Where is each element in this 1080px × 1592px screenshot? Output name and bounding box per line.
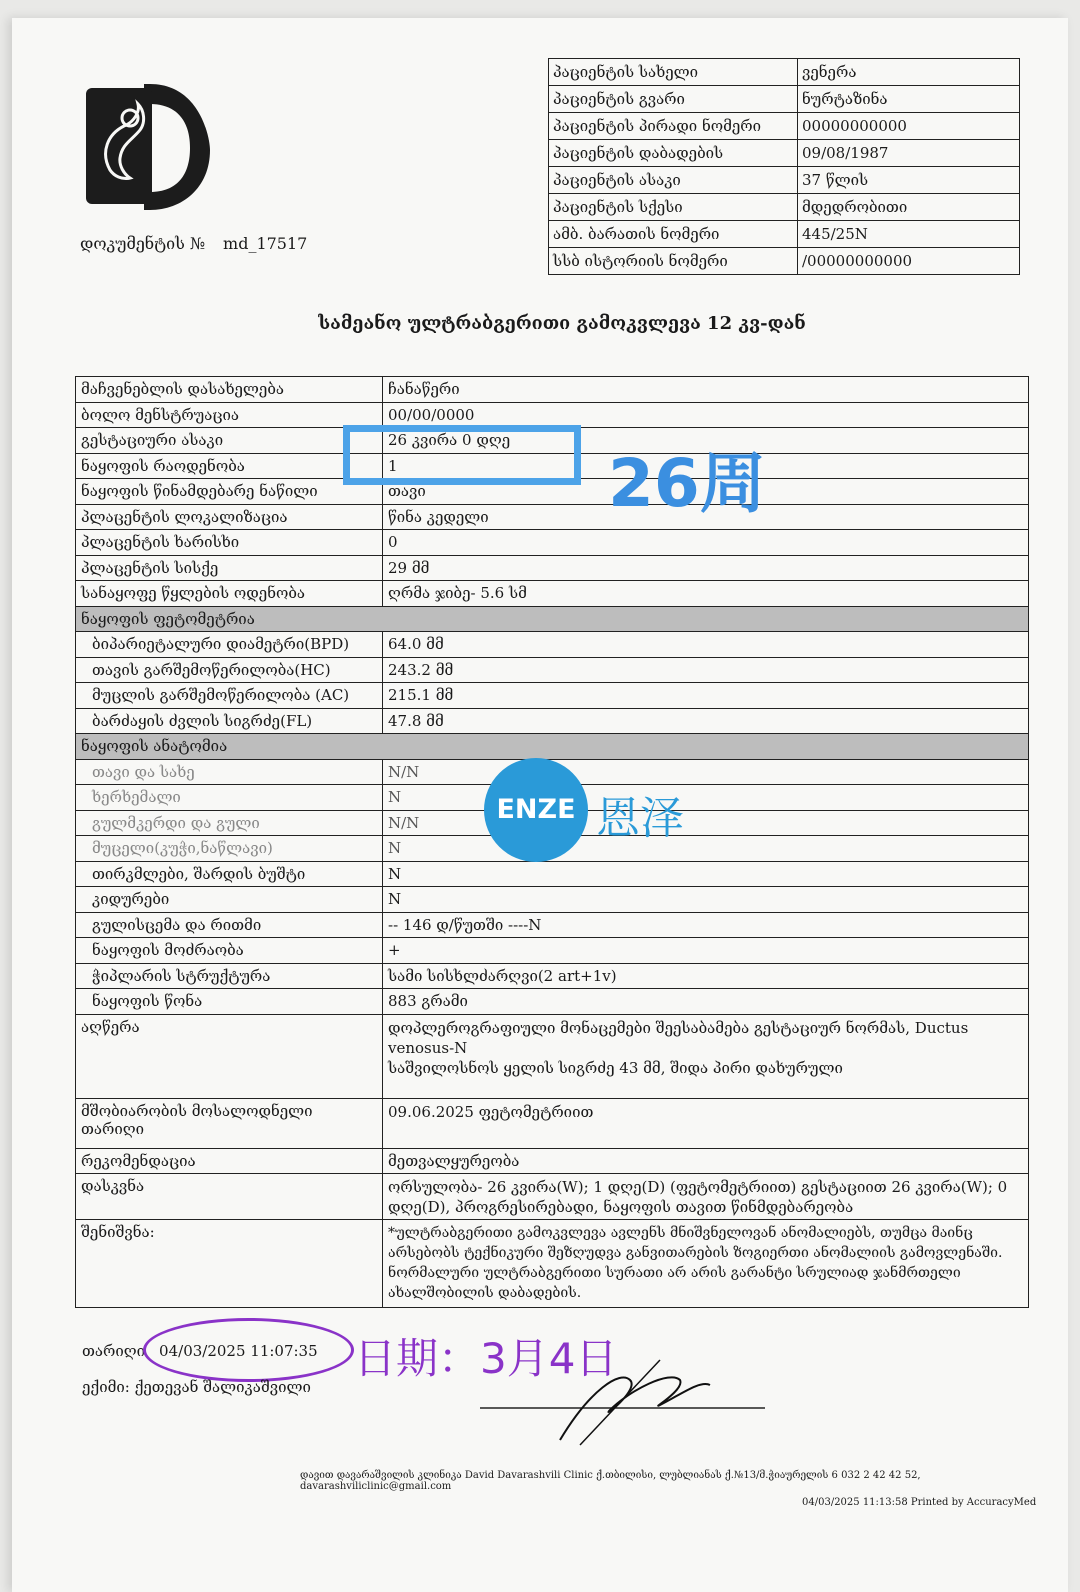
clinic-logo-icon [82, 78, 212, 218]
patient-field-value: /00000000000 [798, 248, 1020, 275]
patient-field-value: 37 წლის [798, 167, 1020, 194]
patient-row [549, 194, 1020, 221]
row-label: დასკვნა [76, 1174, 383, 1220]
row-value: ორსულობა- 26 კვირა(W); 1 დღე(D) (ფეტომეტრიით) გესტაციით 26 კვირა(W); 0 დღე(D), პროგრესირებადი, ნაყოფის თავით წინმდებარეობა [383, 1174, 1029, 1220]
row-label: ხერხემალი [76, 785, 383, 811]
patient-field-label: პაციენტის სახელი [549, 59, 798, 86]
row-value: + [383, 938, 1029, 964]
patient-row [549, 167, 1020, 194]
table-row [76, 504, 1029, 530]
row-value: ჩანაწერი [383, 377, 1029, 403]
row-label: აღწერა [76, 1014, 383, 1098]
table-row [76, 861, 1029, 887]
table-row [76, 555, 1029, 581]
description-line2: საშვილოსნოს ყელის სიგრძე 43 მმ, შიდა პირი დახურული [388, 1058, 843, 1077]
row-label: გესტაციური ასაკი [76, 428, 383, 454]
table-row [76, 402, 1029, 428]
table-row [76, 1174, 1029, 1220]
patient-field-value: 445/25N [798, 221, 1020, 248]
section-title: ნაყოფის ფეტომეტრია [76, 606, 1029, 632]
row-value: 09.06.2025 ფეტომეტრიით [383, 1098, 1029, 1148]
document-number: დოკუმენტის № md_17517 [80, 234, 308, 253]
row-value: N/N [383, 810, 1029, 836]
enze-watermark-text: 恩泽 [596, 793, 684, 844]
row-label: ნაყოფის მოძრაობა [76, 938, 383, 964]
row-value: 29 მმ [383, 555, 1029, 581]
date-annotation: 日期：3月4日 [354, 1334, 618, 1383]
row-value: 883 გრამი [383, 989, 1029, 1015]
row-label: გულისცემა და რითმი [76, 912, 383, 938]
row-value: N [383, 785, 1029, 811]
report-title: სამეანო ულტრაბგერითი გამოკვლევა 12 კვ-დან [318, 313, 806, 334]
patient-row [549, 221, 1020, 248]
table-row [76, 989, 1029, 1015]
patient-field-value: მდედრობითი [798, 194, 1020, 221]
row-value: წინა კედელი [383, 504, 1029, 530]
doctor-line: ექიმი: ქეთევან შალიკაშვილი [82, 1378, 311, 1396]
weeks-annotation: 26周 [608, 445, 766, 522]
row-label: შენიშვნა: [76, 1220, 383, 1308]
row-label: პლაცენტის ხარისხი [76, 530, 383, 556]
row-value: 00/00/0000 [383, 402, 1029, 428]
report-date: თარიღი 04/03/2025 11:07:35 [82, 1342, 318, 1360]
table-row [76, 657, 1029, 683]
table-row [76, 377, 1029, 403]
patient-field-label: პაციენტის პირადი ნომერი [549, 113, 798, 140]
row-label: ჭიპლარის სტრუქტურა [76, 963, 383, 989]
row-value: თავი [383, 479, 1029, 505]
patient-row [549, 248, 1020, 275]
row-value: 243.2 მმ [383, 657, 1029, 683]
table-row [76, 887, 1029, 913]
row-label: რეკომენდაცია [76, 1148, 383, 1174]
row-value: 47.8 მმ [383, 708, 1029, 734]
row-label: პლაცენტის ლოკალიზაცია [76, 504, 383, 530]
patient-info-table [548, 58, 1020, 275]
patient-field-label: პაციენტის ასაკი [549, 167, 798, 194]
patient-row [549, 59, 1020, 86]
table-row [76, 708, 1029, 734]
row-label: თავი და სახე [76, 759, 383, 785]
row-label: კიდურები [76, 887, 383, 913]
table-row [76, 632, 1029, 658]
row-label: ბარძაყის ძვლის სიგრძე(FL) [76, 708, 383, 734]
table-row [76, 963, 1029, 989]
patient-field-value: ვენერა [798, 59, 1020, 86]
row-label: ნაყოფის წონა [76, 989, 383, 1015]
patient-field-label: ამბ. ბარათის ნომერი [549, 221, 798, 248]
table-row [76, 1148, 1029, 1174]
patient-field-label: პაციენტის დაბადების [549, 140, 798, 167]
row-value: *ულტრაბგერითი გამოკვლევა ავლენს მნიშვნელოვან ანომალიებს, თუმცა მაინც არსებობს ტექნიკური შეზღუდვა განვითარების ზოგიერთი ანომალიის გამოვლენაში. ნორმალური ულტრაბგერითი სურათი არ არის გარანტი სრულიად ჯანმრთელი ახალშობილის დაბადების. [383, 1220, 1029, 1308]
patient-field-value: ნურტაზინა [798, 86, 1020, 113]
row-label: ნაყოფის რაოდენობა [76, 453, 383, 479]
patient-row [549, 86, 1020, 113]
patient-field-label: პაციენტის გვარი [549, 86, 798, 113]
description-line1: დოპლეროგრაფიული მონაცემები შეესაბამება გესტაციურ ნორმას, Ductus venosus-N [388, 1018, 969, 1057]
row-label: მუცლის გარშემოწერილობა (AC) [76, 683, 383, 709]
table-row [76, 1098, 1029, 1148]
section-header [76, 734, 1029, 760]
row-value: მეთვალყურეობა [383, 1148, 1029, 1174]
date-highlight-oval [143, 1318, 354, 1382]
row-value: ღრმა ჯიბე- 5.6 სმ [383, 581, 1029, 607]
patient-field-value: 00000000000 [798, 113, 1020, 140]
print-stamp-footer: 04/03/2025 11:13:58 Printed by AccuracyMed [802, 1497, 1037, 1508]
row-value: -- 146 დ/წუთში ----N [383, 912, 1029, 938]
patient-field-label: პაციენტის სქესი [549, 194, 798, 221]
row-value: N/N [383, 759, 1029, 785]
table-row [76, 1220, 1029, 1308]
row-value: N [383, 836, 1029, 862]
row-value: 1 [383, 453, 1029, 479]
row-label: მუცელი(კუჭი,ნაწლავი) [76, 836, 383, 862]
row-value: N [383, 861, 1029, 887]
table-row [76, 912, 1029, 938]
row-label: პლაცენტის სისქე [76, 555, 383, 581]
section-header [76, 606, 1029, 632]
row-value: 0 [383, 530, 1029, 556]
patient-row [549, 113, 1020, 140]
row-value: 26 კვირა 0 დღე [383, 428, 1029, 454]
row-label: ბიპარიეტალური დიამეტრი(BPD) [76, 632, 383, 658]
row-label: თავის გარშემოწერილობა(HC) [76, 657, 383, 683]
patient-field-value: 09/08/1987 [798, 140, 1020, 167]
row-label: მაჩვენებლის დასახელება [76, 377, 383, 403]
row-value: 64.0 მმ [383, 632, 1029, 658]
table-row [76, 938, 1029, 964]
row-label: ბოლო მენსტრუაცია [76, 402, 383, 428]
row-value: 215.1 მმ [383, 683, 1029, 709]
row-label: მშობიარობის მოსალოდნელი თარიღი [76, 1098, 383, 1148]
row-value: N [383, 887, 1029, 913]
row-label: თირკმლები, შარდის ბუშტი [76, 861, 383, 887]
row-label: სანაყოფე წყლების ოდენობა [76, 581, 383, 607]
gestational-age-highlight [343, 425, 581, 485]
section-title: ნაყოფის ანატომია [76, 734, 1029, 760]
enze-watermark-badge: ENZE [484, 758, 588, 862]
table-row [76, 683, 1029, 709]
table-row [76, 581, 1029, 607]
row-value: სამი სისხლძარღვი(2 art+1v) [383, 963, 1029, 989]
table-row [76, 530, 1029, 556]
clinic-address-footer: დავით დავარაშვილის კლინიკა David Davarashvili Clinic ქ.თბილისი, ლუბლიანას ქ.№13/მ.ჭიაურელის 6 032 2 42 42 52, davarashviliclinic@gmail.com [300, 1470, 921, 1492]
patient-row [549, 140, 1020, 167]
description-value [383, 1014, 1029, 1098]
row-label: ნაყოფის წინამდებარე ნაწილი [76, 479, 383, 505]
row-label: გულმკერდი და გული [76, 810, 383, 836]
patient-field-label: სსბ ისტორიის ნომერი [549, 248, 798, 275]
description-row [76, 1014, 1029, 1098]
